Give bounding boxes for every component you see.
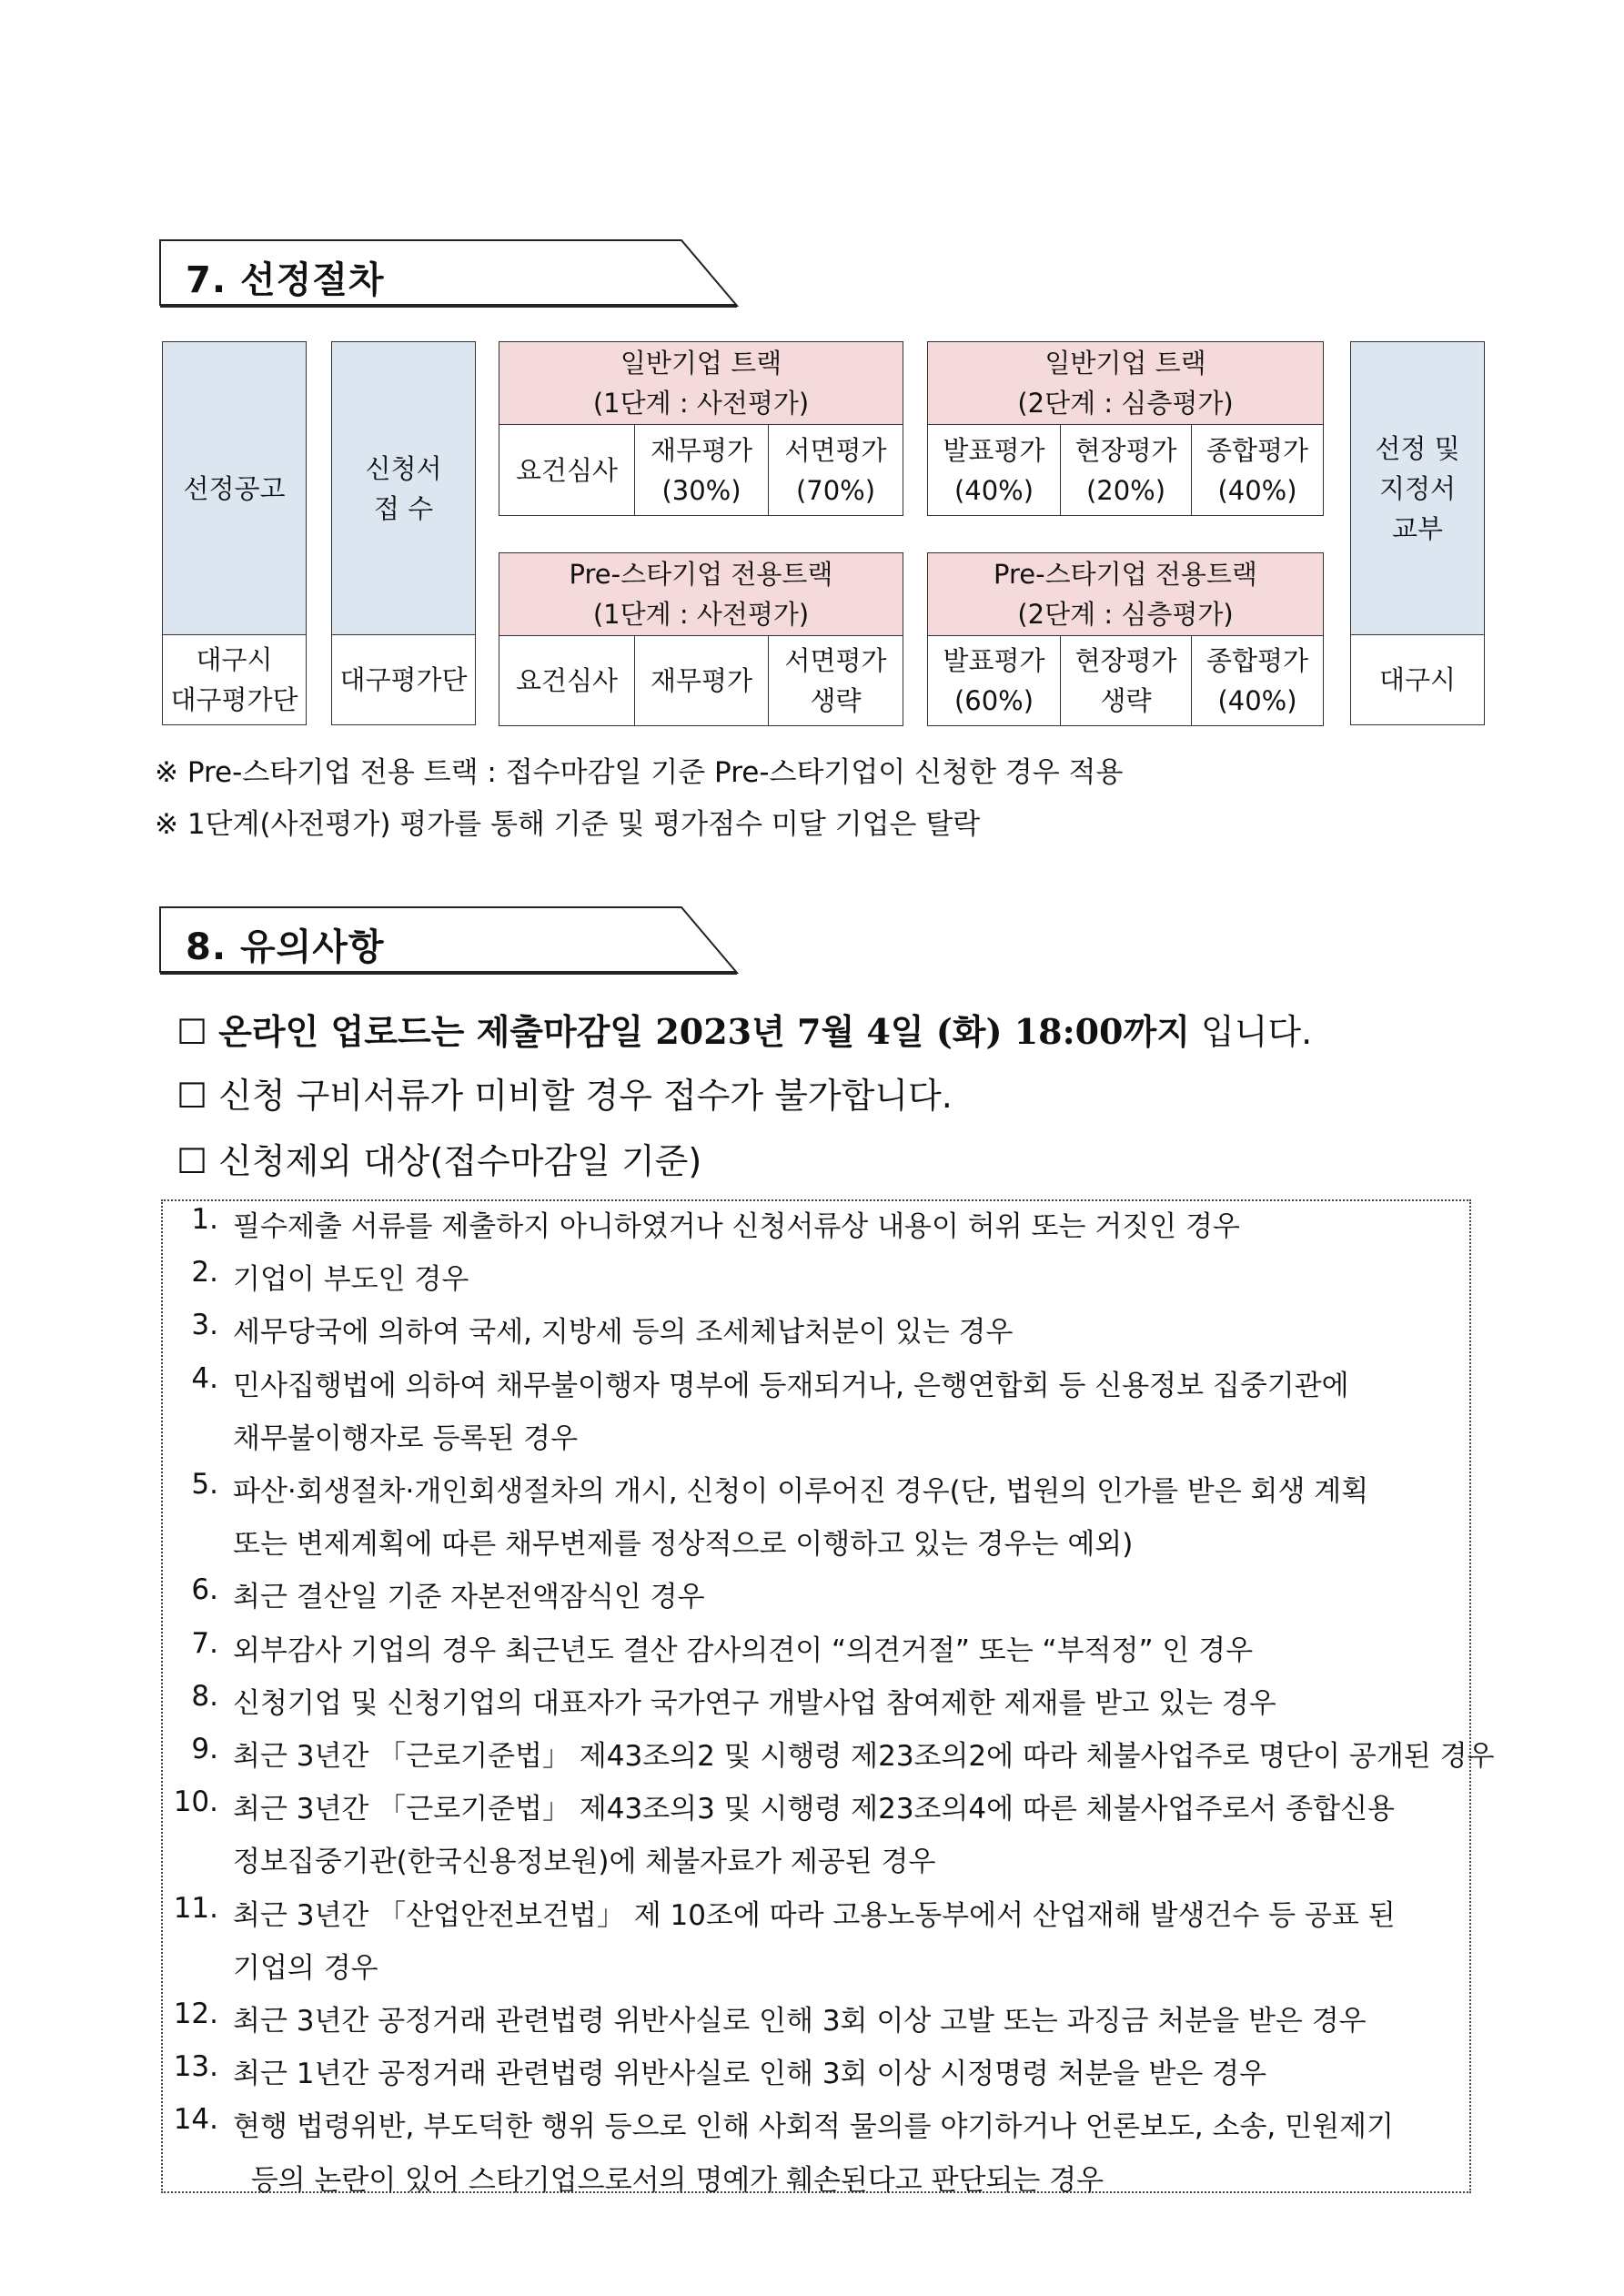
note-stage1-elimination: ※ 1단계(사전평가) 평가를 통해 기준 및 평가점수 미달 기업은 탈락 [155,808,981,841]
pre-stage1-header: Pre-스타기업 전용트랙 (1단계 : 사전평가) [499,552,903,636]
upload-deadline-rest: 입니다. [1189,1012,1313,1052]
pre-stage2-cell-2: 현장평가 생략 [1060,635,1192,726]
exclusion-item-number: 7. [191,1626,218,1660]
exclusion-item-number: 11. [173,1891,218,1925]
exclusion-item-number: 6. [191,1573,218,1607]
exclusion-item-text: 등의 논란이 있어 스타기업으로서의 명예가 훼손된다고 판단되는 경우 [233,2163,1105,2197]
exclusion-item-number: 8. [191,1679,218,1713]
exclusion-item-text: 또는 변제계획에 따른 채무변제를 정상적으로 이행하고 있는 경우는 예외) [233,1528,1134,1562]
exclusion-item-text: 최근 1년간 공정거래 관련법령 위반사실로 인해 3회 이상 시정명령 처분을 받은 경우 [233,2058,1267,2091]
exclusion-item-number: 2. [191,1256,218,1290]
exclusion-item-text: 현행 법령위반, 부도덕한 행위 등으로 인해 사회적 물의를 야기하거나 언론보도, 소송, 민원제기 [233,2110,1394,2144]
exclusion-item-text: 필수제출 서류를 제출하지 아니하였거나 신청서류상 내용이 허위 또는 거짓인 경우 [233,1210,1240,1243]
exclusion-item-text: 민사집행법에 의하여 채무불이행자 명부에 등재되거나, 은행연합회 등 신용정보 집중기관에 [233,1369,1349,1402]
exclusion-item-number: 9. [191,1733,218,1765]
notice-upload-deadline [177,1004,1312,1054]
general-stage1-cell-2: 재무평가 (30%) [634,424,769,516]
exclusion-item-text: 최근 결산일 기준 자본전액잠식인 경우 [233,1581,705,1614]
upload-deadline-bold: 온라인 업로드는 제출마감일 2023년 7월 4일 (화) 18:00까지 [218,1011,1190,1052]
section-7-title: 7. 선정절차 [186,259,385,301]
notice-documents [177,1067,953,1118]
general-stage2-cell-2: 현장평가 (20%) [1060,424,1192,516]
exclusion-item-number: 5. [191,1468,218,1501]
exclusion-item-text: 파산·회생절차·개인회생절차의 개시, 신청이 이루어진 경우(단, 법원의 인가를 받은 회생 계획 [233,1475,1369,1508]
section-8-header [158,905,741,975]
designate-org: 대구시 [1350,634,1485,725]
section-7-header [158,238,741,308]
receipt-label: 신청서 접 수 [365,452,442,524]
designate-label: 선정 및 지정서 교부 [1375,432,1460,544]
exclusion-text: 신청제외 대상(접수마감일 기준) [218,1141,702,1181]
checkbox-icon: ☐ [177,1076,208,1116]
pre-stage1-cell-2: 재무평가 [634,635,769,726]
exclusion-item-text: 세무당국에 의하여 국세, 지방세 등의 조세체납처분이 있는 경우 [233,1316,1014,1350]
pre-stage1-cell-1: 요건심사 [499,635,635,726]
note-pre-star-track: ※ Pre-스타기업 전용 트랙 : 접수마감일 기준 Pre-스타기업이 신청한 경우 적용 [155,756,1124,789]
announce-label: 선정공고 [183,472,286,504]
exclusion-item-text: 신청기업 및 신청기업의 대표자가 국가연구 개발사업 참여제한 제재를 받고 있는 경우 [233,1686,1276,1720]
receipt-org: 대구평가단 [331,634,476,725]
general-stage2-cell-3: 종합평가 (40%) [1191,424,1324,516]
pre-stage1-cell-3: 서면평가 생략 [768,635,903,726]
exclusion-item-number: 14. [173,2103,218,2137]
pre-stage2-cell-1: 발표평가 (60%) [927,635,1061,726]
exclusion-item-text: 최근 3년간 공정거래 관련법령 위반사실로 인해 3회 이상 고발 또는 과징금 처분을 받은 경우 [233,2005,1367,2038]
exclusion-item-text: 외부감사 기업의 경우 최근년도 결산 감사의견이 “의견거절” 또는 “부적정” 인 경우 [233,1633,1254,1667]
general-stage2-cell-1: 발표평가 (40%) [927,424,1061,516]
documents-text: 신청 구비서류가 미비할 경우 접수가 불가합니다. [218,1076,953,1116]
pre-stage2-header: Pre-스타기업 전용트랙 (2단계 : 심층평가) [927,552,1324,636]
checkbox-icon: ☐ [177,1012,208,1052]
exclusion-item-text: 정보집중기관(한국신용정보원)에 체불자료가 제공된 경우 [233,1846,936,1879]
exclusion-item-text: 최근 3년간 「근로기준법」 제43조의3 및 시행령 제23조의4에 따른 체불사업주로서 종합신용 [233,1793,1395,1826]
exclusion-item-number: 12. [173,1998,218,2030]
exclusion-item-text: 기업의 경우 [233,1951,378,1985]
general-stage1-cell-1: 요건심사 [499,424,635,516]
exclusion-item-text: 채무불이행자로 등록된 경우 [233,1421,579,1455]
general-stage1-header: 일반기업 트랙 (1단계 : 사전평가) [499,341,903,425]
section-8-title: 8. 유의사항 [186,926,385,968]
exclusion-item-text: 최근 3년간 「산업안전보건법」 제 10조에 따라 고용노동부에서 산업재해 발생건수 등 공표 된 [233,1898,1396,1932]
checkbox-icon: ☐ [177,1141,208,1181]
general-stage1-cell-3: 서면평가 (70%) [768,424,903,516]
exclusion-item-number: 1. [191,1203,218,1236]
exclusion-item-number: 3. [191,1309,218,1342]
pre-stage2-cell-3: 종합평가 (40%) [1191,635,1324,726]
general-stage2-header: 일반기업 트랙 (2단계 : 심층평가) [927,341,1324,425]
exclusion-item-number: 4. [191,1361,218,1395]
exclusion-item-number: 13. [173,2050,218,2084]
exclusion-item-text: 최근 3년간 「근로기준법」 제43조의2 및 시행령 제23조의2에 따라 체불사업주로 명단이 공개된 경우 [233,1740,1495,1773]
announce-org: 대구시 대구평가단 [162,634,307,725]
exclusion-item-text: 기업이 부도인 경우 [233,1263,469,1297]
exclusion-item-number: 10. [173,1785,218,1819]
notice-exclusion [177,1133,701,1183]
